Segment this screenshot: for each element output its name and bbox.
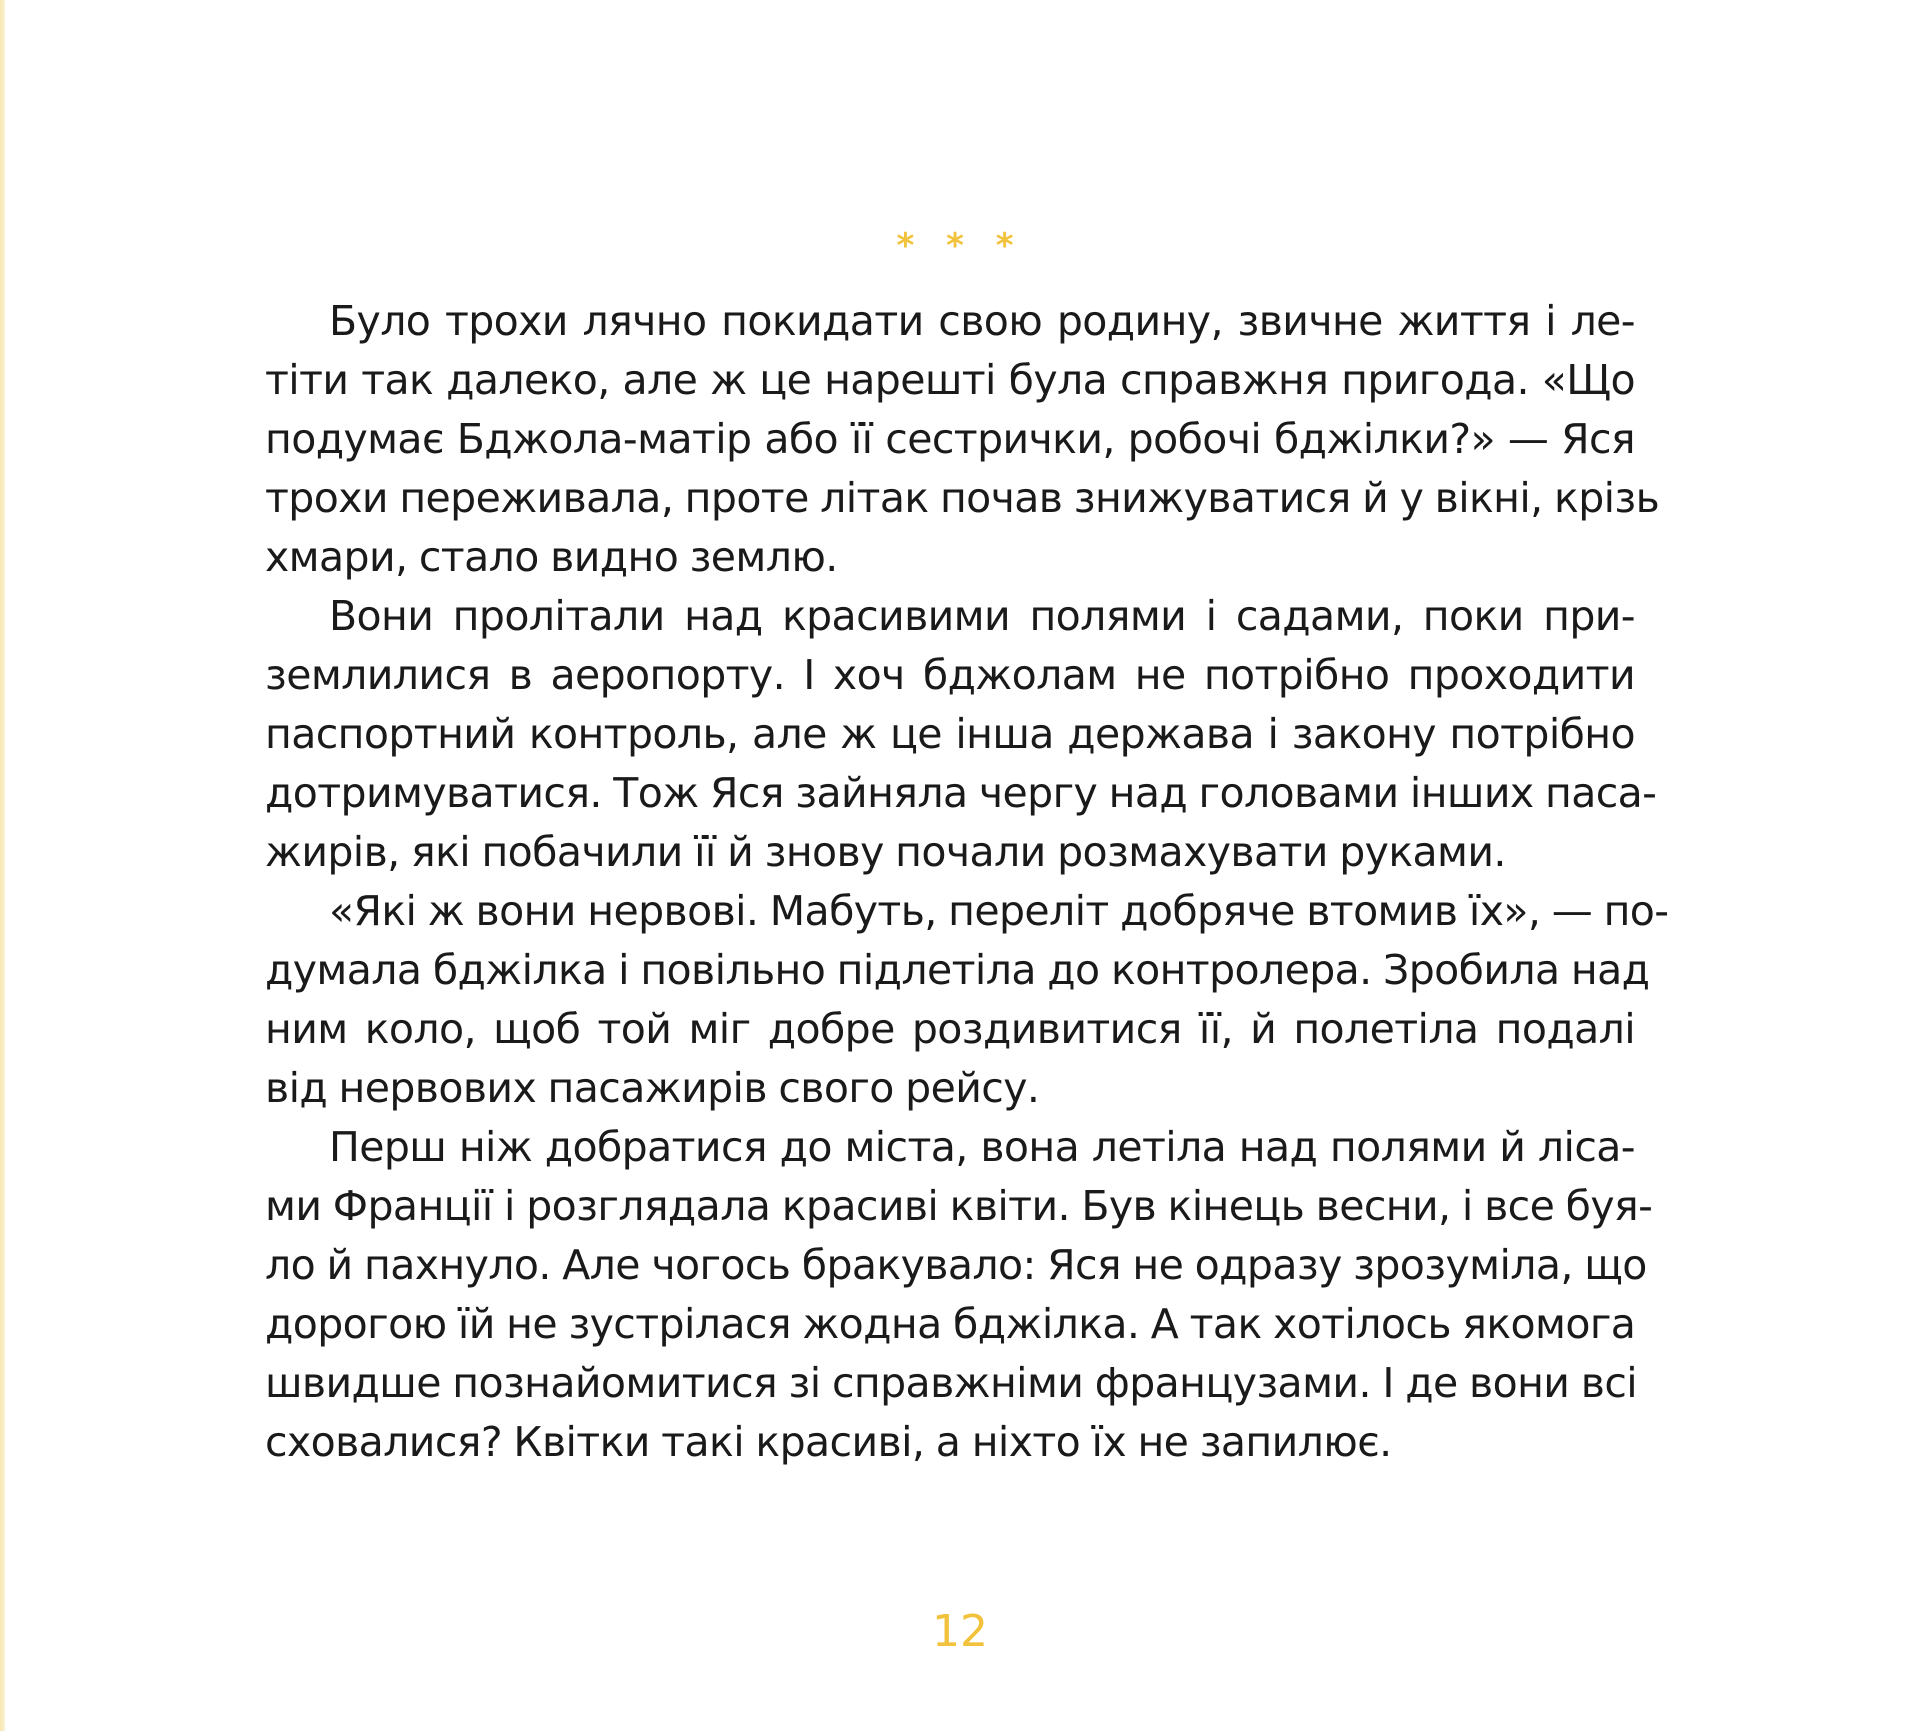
text-line: ним коло, щоб той міг добре роздивитися її, й полетіла подалі bbox=[265, 1005, 1635, 1053]
text-line: думала бджілка і повільно підлетіла до контролера. Зробила над bbox=[265, 946, 1650, 994]
text-line: подумає Бджола-матір або її сестрички, робочі бджілки?» — Яся bbox=[265, 415, 1635, 463]
text-line: від нервових пасажирів свого рейсу. bbox=[265, 1064, 1040, 1112]
text-line: Вони пролітали над красивими полями і садами, поки при- bbox=[329, 592, 1635, 640]
story-text bbox=[265, 292, 1669, 1472]
text-line: «Які ж вони нервові. Мабуть, переліт добряче втомив їх», — по- bbox=[329, 887, 1669, 935]
text-line: землилися в аеропорту. І хоч бджолам не потрібно проходити bbox=[265, 651, 1635, 699]
text-line: хмари, стало видно землю. bbox=[265, 533, 838, 581]
text-line: сховалися? Квітки такі красиві, а ніхто їх не запилює. bbox=[265, 1418, 1392, 1466]
page-number: 12 bbox=[932, 1606, 988, 1657]
text-line: швидше познайомитися зі справжніми французами. І де вони всі bbox=[265, 1359, 1638, 1407]
text-line: дорогою їй не зустрілася жодна бджілка. А так хотілось якомога bbox=[265, 1300, 1636, 1348]
text-line: трохи переживала, проте літак почав знижуватися й у вікні, крізь bbox=[265, 474, 1660, 522]
text-line: ми Франції і розглядала красиві квіти. Був кінець весни, і все буя- bbox=[265, 1182, 1653, 1230]
section-break-asterisks: * * * bbox=[896, 226, 1024, 266]
text-line: дотримуватися. Тож Яся зайняла чергу над головами інших паса- bbox=[265, 769, 1657, 817]
text-line: Було трохи лячно покидати свою родину, звичне життя і ле- bbox=[329, 297, 1635, 345]
text-line: паспортний контроль, але ж це інша держава і закону потрібно bbox=[265, 710, 1635, 758]
text-line: жирів, які побачили її й знову почали розмахувати руками. bbox=[265, 828, 1506, 876]
text-line: ло й пахнуло. Але чогось бракувало: Яся не одразу зрозуміла, що bbox=[265, 1241, 1647, 1289]
text-line: тіти так далеко, але ж це нарешті була справжня пригода. «Що bbox=[265, 356, 1635, 404]
text-line: Перш ніж добратися до міста, вона летіла над полями й ліса- bbox=[329, 1123, 1635, 1171]
